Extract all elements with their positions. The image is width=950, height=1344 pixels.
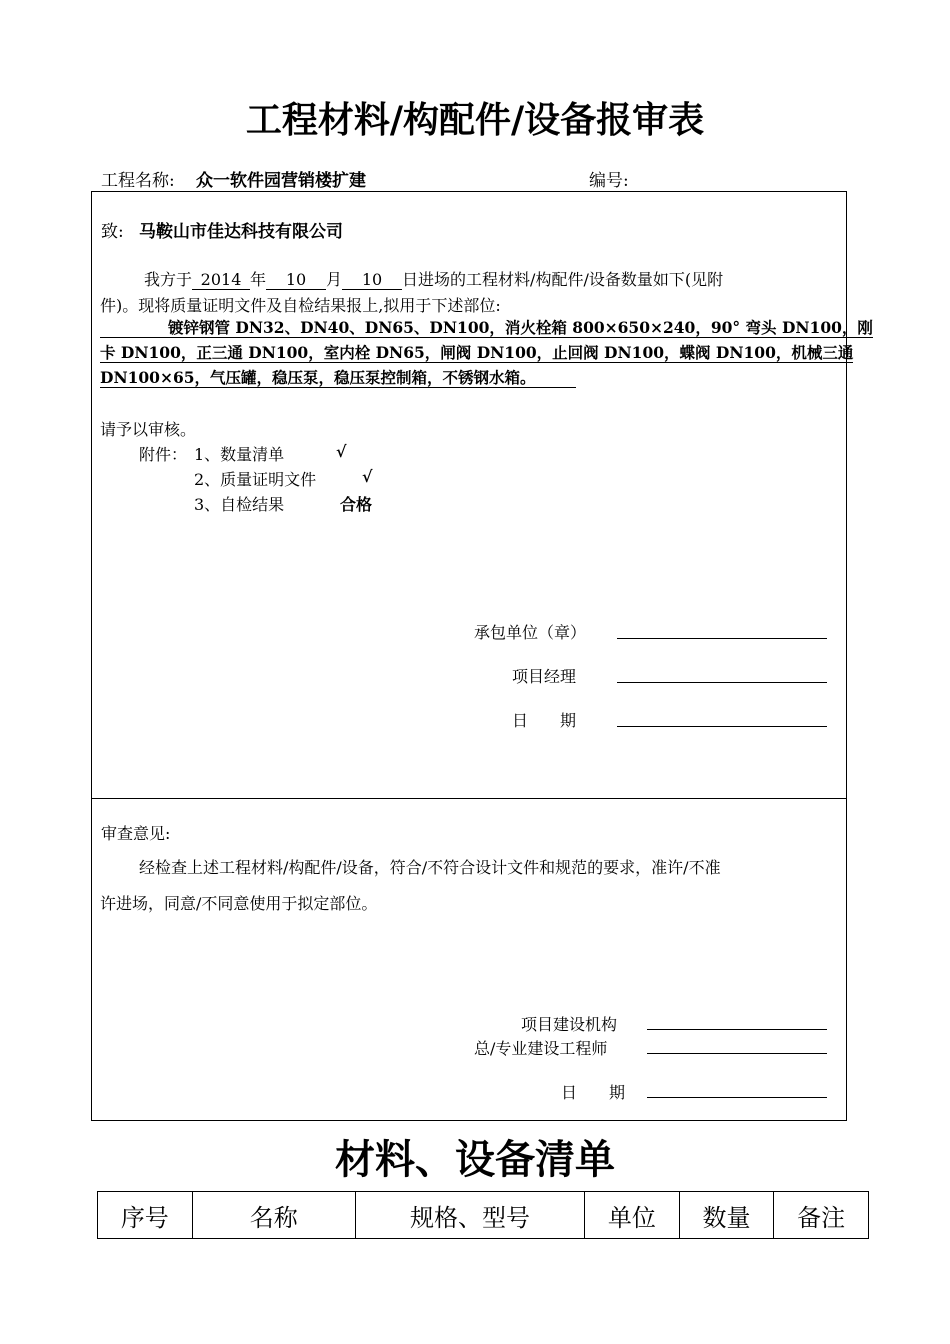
materials-line2: 卡 DN100，正三通 DN100，室内栓 DN65，闸阀 DN100，止回阀 DN100，蝶阀 DN100，机械三通: [100, 343, 854, 362]
review-engineer-label: 总/专业建设工程师: [474, 1039, 608, 1058]
month-unit: 月: [326, 270, 343, 289]
attach-label: 附件：: [139, 445, 188, 464]
review-date-line: [647, 1097, 827, 1098]
entry-month: 10: [266, 271, 326, 290]
header-unit: 单位: [585, 1192, 680, 1239]
project-number-label: 编号:: [589, 171, 629, 191]
page-title: 工程材料/构配件/设备报审表: [245, 99, 705, 141]
table-header-row: [98, 1192, 869, 1239]
review-label: 审查意见:: [101, 824, 171, 843]
header-quantity: 数量: [679, 1192, 774, 1239]
header-spec: 规格、型号: [355, 1192, 584, 1239]
attach1: 1、数量清单: [194, 445, 285, 464]
attach3-result: 合格: [340, 495, 373, 514]
list-title: 材料、设备清单: [335, 1136, 615, 1183]
review-org-line: [647, 1029, 827, 1030]
body-line1-suffix: 日进场的工程材料/构配件/设备数量如下(见附: [402, 270, 724, 289]
project-manager-label: 项目经理: [512, 667, 577, 686]
review-org-label: 项目建设机构: [521, 1015, 618, 1034]
body-line1: [144, 267, 723, 290]
header-name: 名称: [192, 1192, 355, 1239]
project-name-label: 工程名称:: [101, 171, 175, 191]
contractor-date-label: 日 期: [512, 711, 577, 730]
attach2-check: √: [362, 467, 373, 486]
materials-line1: 镀锌钢管 DN32、DN40、DN65、DN100，消火栓箱 800×650×240，90° 弯头 DN100，刚: [100, 318, 873, 338]
review-date-label: 日 期: [561, 1083, 626, 1102]
project-name-value: 众一软件园营销楼扩建: [196, 171, 366, 191]
body-line2: 件)。现将质量证明文件及自检结果报上,拟用于下述部位:: [100, 296, 501, 315]
review-text-line2: 许进场，同意/不同意使用于拟定部位。: [100, 894, 378, 913]
contractor-date-line: [617, 726, 827, 727]
entry-day: 10: [342, 271, 402, 290]
request-text: 请予以审核。: [100, 420, 197, 439]
material-list-table: [97, 1191, 869, 1239]
project-manager-line: [617, 682, 827, 683]
to-value: 马鞍山市佳达科技有限公司: [139, 222, 343, 242]
body-prefix: 我方于: [144, 270, 193, 289]
review-text-line1: 经检查上述工程材料/构配件/设备，符合/不符合设计文件和规范的要求，准许/不准: [139, 858, 721, 877]
contractor-unit-line: [617, 638, 827, 639]
to-label: 致:: [101, 222, 124, 242]
attach2: 2、质量证明文件: [194, 470, 317, 489]
attach1-check: √: [336, 442, 347, 461]
year-unit: 年: [250, 270, 267, 289]
header-remark: 备注: [774, 1192, 869, 1239]
attach3: 3、自检结果: [194, 495, 285, 514]
materials-line3: DN100×65，气压罐，稳压泵，稳压泵控制箱，不锈钢水箱。: [100, 368, 576, 388]
review-engineer-line: [647, 1053, 827, 1054]
contractor-unit-label: 承包单位（章）: [474, 623, 587, 642]
entry-year: 2014: [192, 271, 250, 290]
review-box: [91, 798, 847, 1121]
header-index: 序号: [98, 1192, 193, 1239]
